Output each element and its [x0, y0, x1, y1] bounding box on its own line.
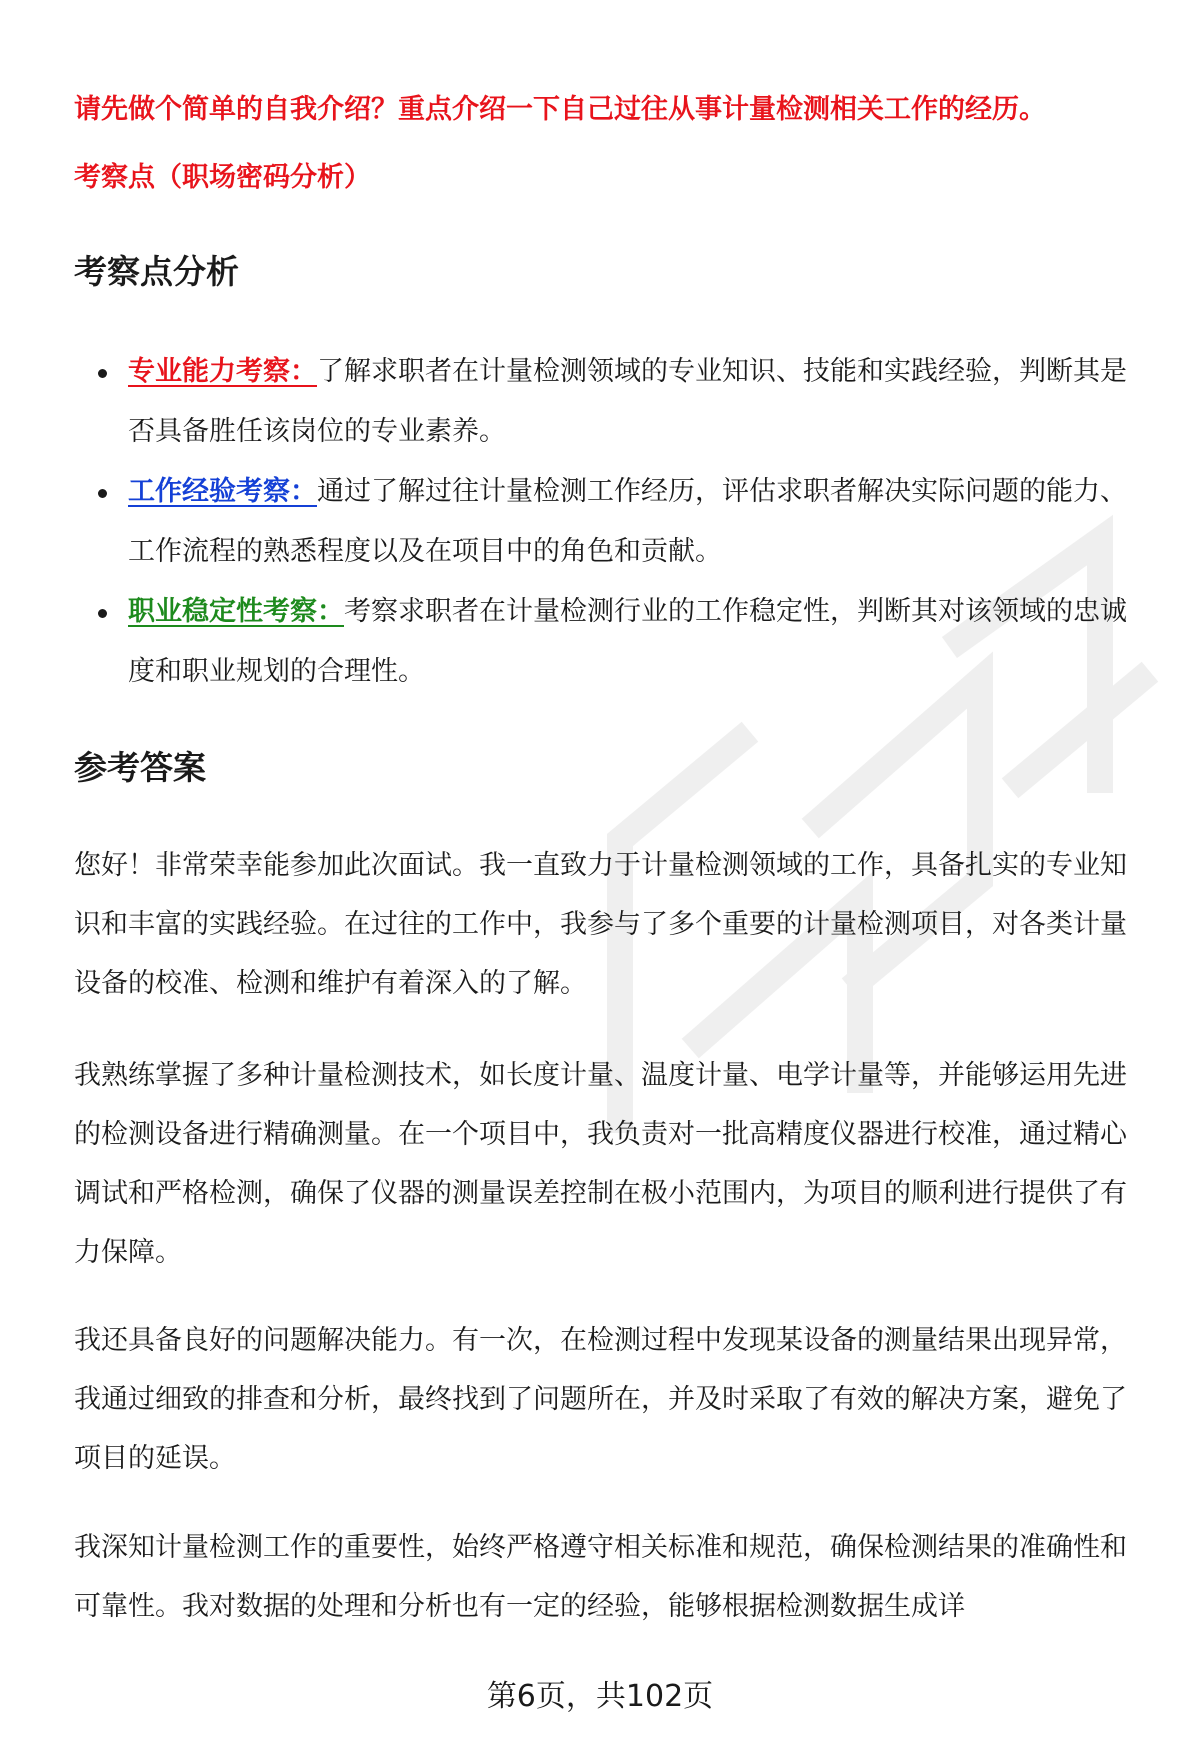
bullet-term: 工作经验考察：	[128, 476, 317, 507]
question-heading: 请先做个简单的自我介绍？重点介绍一下自己过往从事计量检测相关工作的经历。	[74, 94, 1046, 125]
bullet-text: 了解求职者在计量检测领域的专业知识、技能和实践经验，判断其是否具备胜任该岗位的专业素养。	[128, 356, 1127, 447]
answer-paragraph: 我还具备良好的问题解决能力。有一次，在检测过程中发现某设备的测量结果出现异常，我通过细致的排查和分析，最终找到了问题所在，并及时采取了有效的解决方案，避免了项目的延误。	[74, 1325, 1127, 1474]
kaocha-label: 考察点（职场密码分析）	[74, 162, 371, 193]
bullet-item-experience	[74, 462, 1148, 582]
bullet-text: 考察求职者在计量检测行业的工作稳定性，判断其对该领域的忠诚度和职业规划的合理性。	[128, 596, 1127, 687]
analysis-heading: 考察点分析	[74, 252, 239, 291]
page-number-footer: 第6页，共102页	[486, 1679, 714, 1714]
answer-paragraph: 我熟练掌握了多种计量检测技术，如长度计量、温度计量、电学计量等，并能够运用先进的检测设备进行精确测量。在一个项目中，我负责对一批高精度仪器进行校准，通过精心调试和严格检测，确保了仪器的测量误差控制在极小范围内，为项目的顺利进行提供了有力保障。	[74, 1060, 1127, 1268]
bullet-dot-icon	[98, 489, 107, 498]
answer-paragraph: 您好！非常荣幸能参加此次面试。我一直致力于计量检测领域的工作，具备扎实的专业知识和丰富的实践经验。在过往的工作中，我参与了多个重要的计量检测项目，对各类计量设备的校准、检测和维护有着深入的了解。	[74, 850, 1127, 999]
analysis-bullet-list	[74, 342, 1148, 702]
bullet-item-professional	[74, 342, 1148, 462]
answer-heading: 参考答案	[74, 748, 206, 787]
bullet-text: 通过了解过往计量检测工作经历，评估求职者解决实际问题的能力、工作流程的熟悉程度以及在项目中的角色和贡献。	[128, 476, 1127, 567]
bullet-item-stability	[74, 582, 1148, 702]
answer-paragraph: 我深知计量检测工作的重要性，始终严格遵守相关标准和规范，确保检测结果的准确性和可靠性。我对数据的处理和分析也有一定的经验，能够根据检测数据生成详	[74, 1532, 1127, 1622]
bullet-dot-icon	[98, 369, 107, 378]
bullet-dot-icon	[98, 609, 107, 618]
bullet-term: 专业能力考察：	[128, 356, 317, 387]
bullet-term: 职业稳定性考察：	[128, 596, 344, 627]
